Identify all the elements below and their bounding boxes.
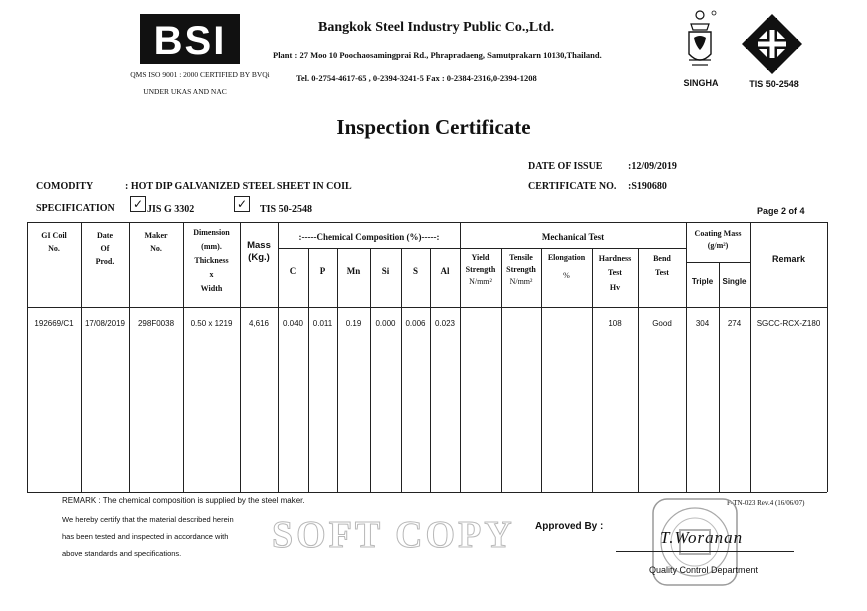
cell-hardness: 108 [608, 319, 622, 328]
qms-certification: QMS ISO 9001 : 2000 CERTIFIED BY BVQi [130, 70, 270, 79]
cell-si: 0.000 [375, 319, 396, 328]
cell-bend: Good [652, 319, 672, 328]
header-text: Dimension [193, 228, 230, 237]
header-text: N/mm² [509, 277, 533, 286]
bsi-logo [140, 14, 240, 64]
chem-group-header: :-----Chemical Composition (%)-----: [298, 232, 440, 242]
contact-numbers: Tel. 0-2754-4617-65 , 0-2394-3241-5 Fax : 0-2384-2316,0-2394-1208 [296, 73, 537, 83]
col-header-c: C [289, 266, 297, 276]
header-text: Thickness [194, 256, 229, 265]
col-header-maker [129, 230, 183, 256]
cell-maker-no: 298F0038 [137, 319, 175, 328]
header-text: Mass [247, 240, 271, 251]
col-line [308, 248, 309, 492]
cell-remark: SGCC-RCX-Z180 [756, 319, 821, 328]
table-bottom-border [27, 492, 827, 493]
header-text: x [209, 270, 214, 279]
header-text: Width [200, 284, 223, 293]
certify-line-2: has been tested and inspected in accordance with [62, 532, 229, 541]
header-text: N/mm² [469, 277, 492, 286]
cell-c: 0.040 [282, 319, 304, 328]
header-text: (g/m²) [707, 241, 729, 250]
col-line [370, 248, 371, 492]
header-text: Hardness [598, 254, 632, 263]
document-title: Inspection Certificate [336, 115, 531, 139]
cell-s: 0.006 [405, 319, 426, 328]
company-name: Bangkok Steel Industry Public Co.,Ltd. [318, 20, 555, 35]
singha-label: SINGHA [683, 78, 719, 88]
bsi-logo-text: BSI [153, 19, 227, 63]
col-header-si: Si [381, 266, 390, 276]
col-header-al: Al [440, 266, 450, 276]
cell-coil-no: 192669/C1 [34, 319, 74, 328]
col-line [719, 262, 720, 492]
certificate-no-value: :S190680 [628, 181, 667, 192]
header-text: Test [608, 268, 622, 278]
table-top-border [27, 222, 827, 223]
header-text: Tensile [509, 253, 533, 262]
col-line [541, 248, 542, 492]
header-text: Strength [506, 265, 536, 274]
commodity-label: COMODITY [36, 181, 94, 192]
spec-jis-label: JIS G 3302 [147, 204, 195, 215]
qc-department: Quality Control Department [649, 565, 759, 575]
col-header-coil [27, 230, 81, 256]
header-text: (mm). [201, 242, 222, 251]
col-header-hardness [592, 252, 638, 295]
tis-checkbox: ✓ [234, 196, 250, 212]
col-line [430, 248, 431, 492]
header-text: Elongation [547, 253, 586, 262]
col-header-mn: Mn [346, 266, 361, 276]
singha-crest-icon [683, 10, 717, 76]
soft-copy-watermark: SOFT COPY [272, 514, 515, 556]
col-line [337, 248, 338, 492]
col-line [686, 222, 687, 492]
col-line [129, 222, 130, 492]
coat-group-header [686, 228, 750, 252]
header-text: Prod. [95, 256, 115, 266]
remark-note: REMARK : The chemical composition is supplied by the steel maker. [62, 496, 305, 505]
spec-tis-label: TIS 50-2548 [260, 204, 312, 215]
header-text: Hv [609, 282, 621, 292]
header-text: Yield [471, 253, 490, 262]
signature-line [616, 551, 794, 552]
chem-group-divider [278, 248, 460, 249]
mech-group-divider [460, 248, 686, 249]
date-of-issue-label: DATE OF ISSUE [528, 161, 603, 172]
col-header-yield [460, 252, 501, 288]
col-header-s: S [412, 266, 418, 276]
certify-line-3: above standards and specifications. [62, 549, 182, 558]
col-header-remark: Remark [771, 254, 806, 264]
col-header-date [81, 230, 129, 268]
col-header-tensile [501, 252, 541, 288]
specification-label: SPECIFICATION [36, 203, 115, 214]
header-text: No. [150, 243, 162, 253]
cell-dimension: 0.50 x 1219 [190, 319, 233, 328]
cell-date: 17/08/2019 [84, 319, 126, 328]
col-line [638, 248, 639, 492]
header-text: (Kg.) [248, 252, 270, 264]
header-text: % [563, 271, 570, 280]
date-of-issue-value: :12/09/2019 [628, 161, 677, 172]
col-line [401, 248, 402, 492]
table-header-divider [27, 307, 827, 308]
header-text: Bend [653, 254, 671, 263]
page-indicator: Page 2 of 4 [757, 206, 805, 216]
certificate-no-label: CERTIFICATE NO. [528, 181, 617, 192]
ukas-accreditation: UNDER UKAS AND NAC [143, 87, 227, 96]
plant-address: Plant : 27 Moo 10 Poochaosamingprai Rd., Phrapradaeng, Samutprakarn 10130,Thailand. [273, 50, 602, 60]
tis-label: TIS 50-2548 [749, 79, 799, 89]
jis-checkbox: ✓ [130, 196, 146, 212]
certify-line-1: We hereby certify that the material described herein [62, 515, 234, 524]
header-text: Date [97, 231, 113, 240]
col-header-p: P [319, 266, 326, 276]
col-line [27, 222, 28, 492]
col-line [278, 222, 279, 492]
cell-mn: 0.19 [345, 319, 362, 328]
tis-mark-icon [740, 12, 804, 76]
col-header-elongation [541, 252, 592, 282]
header-text: Coating Mass [694, 229, 742, 238]
cell-p: 0.011 [312, 319, 333, 328]
col-header-mass [240, 240, 278, 265]
mech-group-header: Mechanical Test [541, 232, 605, 242]
cell-mass: 4,616 [248, 319, 270, 328]
header-text: GI Coil [41, 231, 67, 240]
cell-single: 274 [727, 319, 742, 328]
col-line [827, 222, 828, 492]
header-text: Maker [144, 231, 168, 240]
cell-triple: 304 [695, 319, 710, 328]
header-text: Test [655, 268, 669, 278]
commodity-value: : HOT DIP GALVANIZED STEEL SHEET IN COIL [125, 181, 352, 192]
col-header-single: Single [722, 277, 747, 286]
header-text: Of [100, 243, 110, 253]
cell-al: 0.023 [434, 319, 456, 328]
col-header-dimension [183, 226, 240, 296]
header-text: No. [48, 243, 60, 253]
header-text: Strength [465, 265, 496, 274]
col-header-bend [638, 252, 686, 281]
col-header-triple: Triple [691, 277, 714, 286]
form-code: F-TN-023 Rev.4 (16/06/07) [727, 499, 805, 507]
qc-signature: T.Woranan [660, 528, 744, 547]
approved-by-label: Approved By : [535, 521, 604, 532]
coat-group-divider [686, 262, 750, 263]
